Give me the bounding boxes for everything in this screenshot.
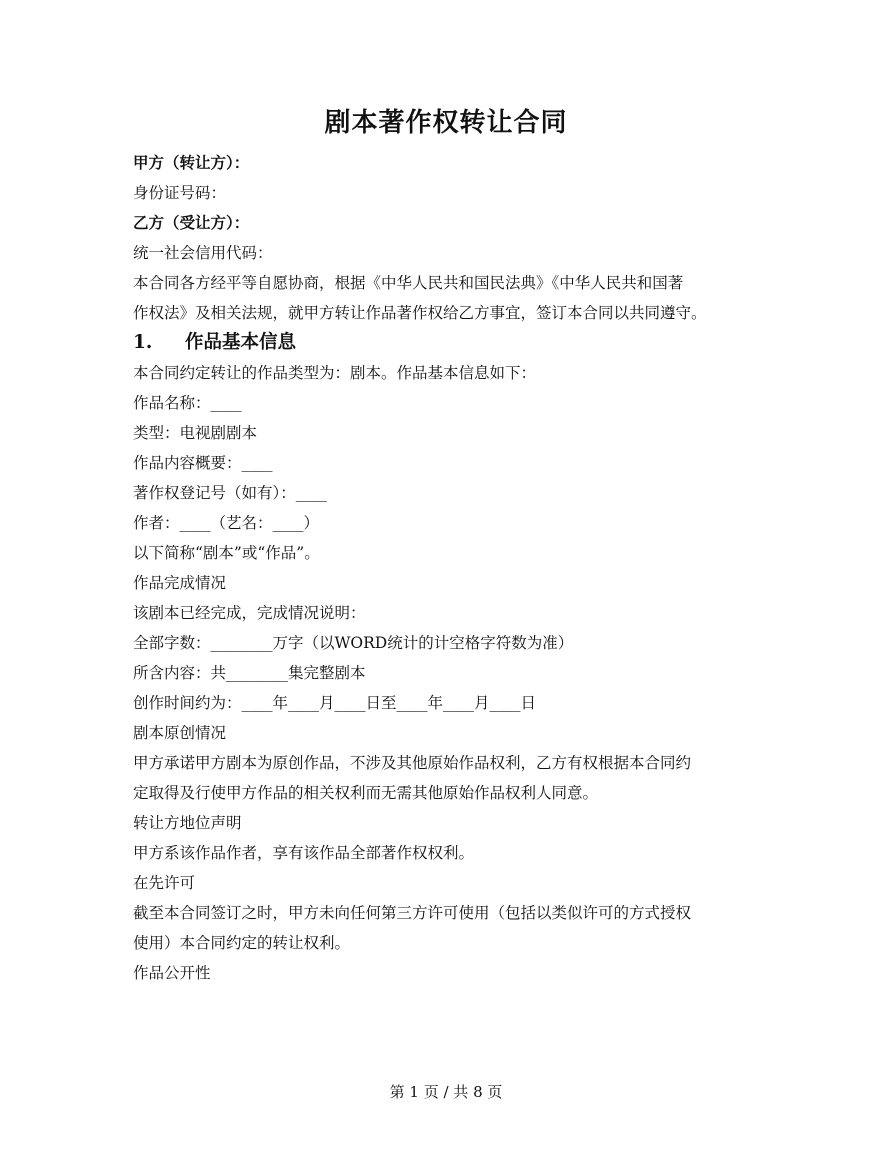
- content-line: 所含内容：共________集完整剧本: [133, 664, 366, 682]
- creation-time-line: 创作时间约为：____年____月____日至____年____月____日: [133, 694, 537, 712]
- credit-code-label: 统一社会信用代码：: [133, 244, 273, 262]
- completion-line: 该剧本已经完成，完成情况说明：: [133, 604, 366, 622]
- abbreviation-line: 以下简称“剧本”或“作品”。: [133, 544, 320, 562]
- status-heading: 转让方地位声明: [133, 814, 242, 832]
- prior-license-line-2: 使用）本合同约定的转让权利。: [133, 934, 351, 952]
- completion-heading: 作品完成情况: [133, 574, 227, 592]
- word-count-line: 全部字数：________万字（以WORD统计的计空格字符数为准）: [133, 634, 574, 652]
- publicity-heading: 作品公开性: [133, 964, 211, 982]
- copyright-registration-line: 著作权登记号（如有）：____: [133, 484, 327, 502]
- intro-line-1: 本合同各方经平等自愿协商，根据《中华人民共和国民法典》《中华人民共和国著: [133, 274, 684, 292]
- section-1-number: 1.: [133, 332, 153, 353]
- document-title: 剧本著作权转让合同: [324, 108, 568, 138]
- original-line-2: 定取得及行使甲方作品的相关权利而无需其他原始作品权利人同意。: [133, 784, 599, 802]
- original-heading: 剧本原创情况: [133, 724, 227, 742]
- work-summary-line: 作品内容概要：____: [133, 454, 273, 472]
- prior-license-paragraph: [133, 898, 773, 958]
- party-a-label: 甲方（转让方）：: [133, 153, 250, 172]
- id-number-label: 身份证号码：: [133, 184, 227, 202]
- prior-license-heading: 在先许可: [133, 874, 196, 892]
- intro-line-2: 作权法》及相关法规，就甲方转让作品著作权给乙方事宜，签订本合同以共同遵守。: [133, 304, 707, 322]
- prior-license-line-1: 截至本合同签订之时，甲方未向任何第三方许可使用（包括以类似许可的方式授权: [133, 904, 692, 922]
- page-indicator: 第 1 页 / 共 8 页: [389, 1083, 503, 1101]
- section-1-title: 作品基本信息: [185, 332, 297, 353]
- work-name-line: 作品名称：____: [133, 394, 242, 412]
- work-type-line: 本合同约定转让的作品类型为：剧本。作品基本信息如下：: [133, 364, 537, 382]
- document-body: [133, 148, 773, 988]
- status-line: 甲方系该作品作者，享有该作品全部著作权权利。: [133, 844, 475, 862]
- author-line: 作者：____（艺名：____）: [133, 514, 320, 532]
- original-line-1: 甲方承诺甲方剧本为原创作品，不涉及其他原始作品权利，乙方有权根据本合同约: [133, 754, 692, 772]
- work-genre-line: 类型：电视剧剧本: [133, 424, 258, 442]
- party-b-label: 乙方（受让方）：: [133, 213, 250, 232]
- original-paragraph: [133, 748, 773, 808]
- intro-paragraph: [133, 268, 773, 328]
- section-1-heading: [133, 328, 773, 358]
